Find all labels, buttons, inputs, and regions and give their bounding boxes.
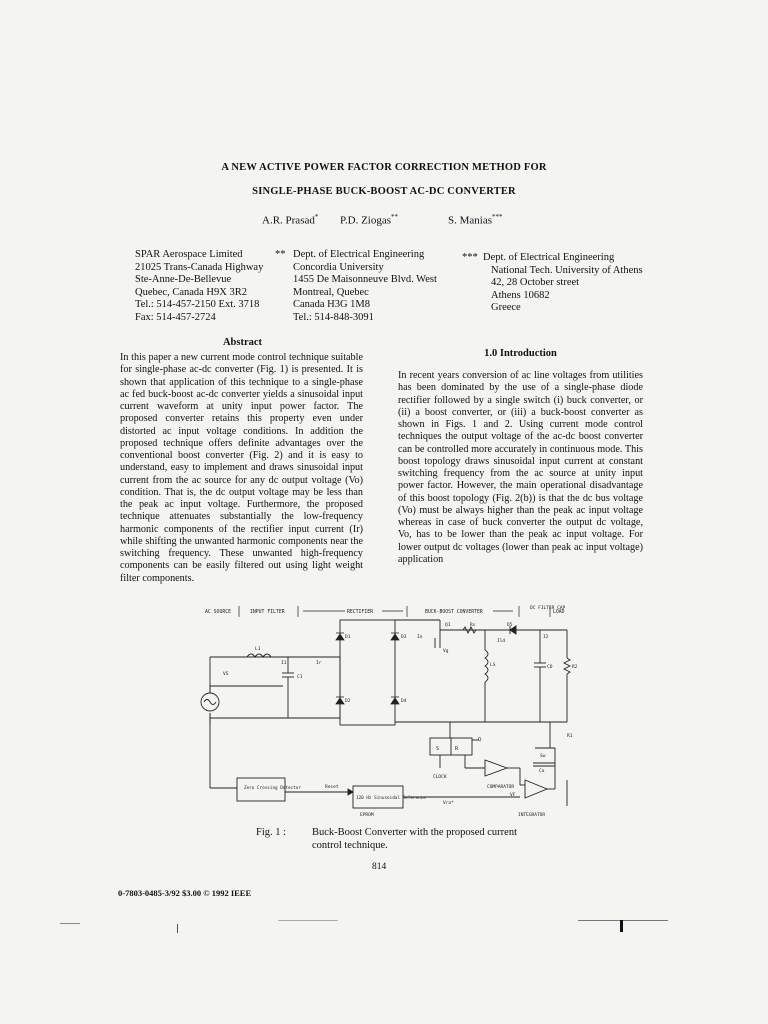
affiliation-concordia: Dept. of Electrical Engineering Concordia University 1455 De Maisonneuve Blvd. West Montreal, Quebec Canada H3G 1M8 Tel.: 514-848-3091 — [293, 249, 437, 323]
scan-mark-right — [578, 920, 668, 921]
label-d2: D2 — [345, 699, 351, 704]
label-rs: Rs — [470, 623, 476, 628]
label-vg: Vg — [443, 649, 449, 654]
paper-title-line-1: A NEW ACTIVE POWER FACTOR CORRECTION METHOD FOR — [221, 162, 547, 173]
label-vs: VS — [223, 672, 229, 677]
label-reset: Reset — [325, 785, 339, 790]
label-ls: LS — [490, 663, 496, 668]
label-sw: Sw — [540, 754, 546, 759]
scan-mark-tick — [620, 920, 623, 932]
label-clock: CLOCK — [433, 775, 447, 780]
label-r: R — [455, 746, 459, 752]
label-r1: R1 — [567, 734, 573, 739]
paper-title-line-2: SINGLE-PHASE BUCK-BOOST AC-DC CONVERTER — [252, 186, 516, 197]
scan-mark-center — [278, 920, 338, 921]
label-d4: D4 — [401, 699, 407, 704]
label-d5: D5 — [507, 623, 513, 628]
label-io: Io — [417, 635, 423, 640]
label-ca: Ca — [539, 769, 545, 774]
abstract-heading: Abstract — [222, 337, 263, 348]
block-label-load: LOAD — [553, 610, 565, 615]
label-ir: Ir — [316, 661, 322, 666]
label-integrator: INTEGRATOR — [518, 813, 546, 818]
block-label-dc-filter-cap: DC FILTER CAP — [530, 606, 566, 611]
block-label-input-filter: INPUT FILTER — [250, 610, 285, 615]
figure-caption-label: Fig. 1 : — [256, 827, 287, 838]
block-label-buck-boost: BUCK-BOOST CONVERTER — [425, 610, 483, 615]
label-l1: L1 — [255, 647, 261, 652]
author-3: S. Manias*** — [448, 213, 503, 227]
label-i1: I1 — [281, 661, 287, 666]
footer-copyright: 0-7803-0485-3/92 $3.00 © 1992 IEEE — [118, 888, 252, 898]
label-q1: Q1 — [445, 623, 451, 628]
label-r2: R2 — [572, 665, 578, 670]
scan-mark-tick-left — [177, 924, 178, 933]
label-vf: VF — [510, 793, 516, 798]
label-sine-reference: 120 Hz Sinusoidal Reference — [356, 796, 426, 801]
label-d3: D3 — [401, 635, 407, 640]
page-number: 814 — [372, 862, 387, 872]
label-s: S — [436, 746, 440, 752]
block-label-ac-source: AC SOURCE — [205, 610, 231, 615]
label-ild: Ild — [497, 639, 506, 644]
circuit-diagram — [195, 600, 585, 822]
figure-caption-text: Buck-Boost Converter with the proposed current control technique. — [312, 827, 517, 851]
label-q: Q — [478, 737, 482, 743]
author-2: P.D. Ziogas** — [340, 213, 399, 227]
author-1: A.R. Prasad* — [262, 213, 319, 227]
label-d1: D1 — [345, 635, 351, 640]
label-vra: Vra* — [443, 801, 454, 806]
scan-mark-left — [60, 923, 80, 924]
label-comparator: COMPARATOR — [487, 785, 515, 790]
intro-body: In recent years conversion of ac line voltages from utilities has been dominated by the use of a single-phase diode rectifier followed by a single switch (i) buck converter, or (ii) a boost converter, or (iii) a buck-boost converter as shown in Figs. 1 and 2. Using current mode control techniques the output voltage of the ac-dc boost converter can be controlled more accurately in continuous mode. This boost topology draws sinusoidal input current at constant switching frequency from the ac source at unity input power factor. However, the main operational disadvantage of this boost topology (Fig. 2(b)) is that the dc bus voltage (Vo) must be always higher than the peak ac input voltage whereas in case of buck converter the output dc voltage, Vo, has to be lower than the peak ac input voltage. For lower output dc voltages (lower than peak ac input voltage) application — [398, 370, 643, 565]
affiliation-spar: SPAR Aerospace Limited 21025 Trans-Canada Highway Ste-Anne-De-Bellevue Quebec, Canada H9X 3R2 Tel.: 514-457-2150 Ext. 3718 Fax: 514-457-2724 — [135, 249, 264, 323]
affiliation-mark-2: ** — [275, 249, 286, 260]
label-zero-crossing: Zero Crossing Detector — [244, 786, 301, 791]
label-c1: C1 — [297, 675, 303, 680]
label-eprom: EPROM — [360, 813, 374, 818]
label-i2: I2 — [543, 635, 549, 640]
abstract-body: In this paper a new current mode control technique suitable for single-phase ac-dc converter (Fig. 1) is presented. It is shown that application of this technique to a single-phase ac fed buck-boost ac-dc converter yields a sinusoidal input current waveform at unity input power factor. The proposed converter retains this property even under distorted ac input voltage conditions. In addition the proposed technique offers definite advantages over the conventional boost converter (Fig. 2) and it is easy to understand, easy to implement and draws sinusoidal input current from the ac source for any dc output voltage (Vo) condition. That is, the dc output voltage may be less than the peak ac input voltage. Furthermore, the proposed technique attenuates substantially the low-frequency harmonic components of the rectifier input current (Ir) while shifting the unwanted harmonic components near the switching frequency. These unwanted high-frequency components can be easily filtered out using light weight filter components. — [120, 352, 363, 584]
block-label-rectifier: RECTIFIER — [347, 610, 373, 615]
affiliation-mark-3: *** — [462, 252, 478, 263]
intro-heading: 1.0 Introduction — [484, 348, 557, 359]
affiliation-athens: Dept. of Electrical Engineering National Tech. University of Athens 42, 28 October street Athens 10682 Greece — [483, 252, 643, 313]
label-co: CO — [547, 665, 553, 670]
